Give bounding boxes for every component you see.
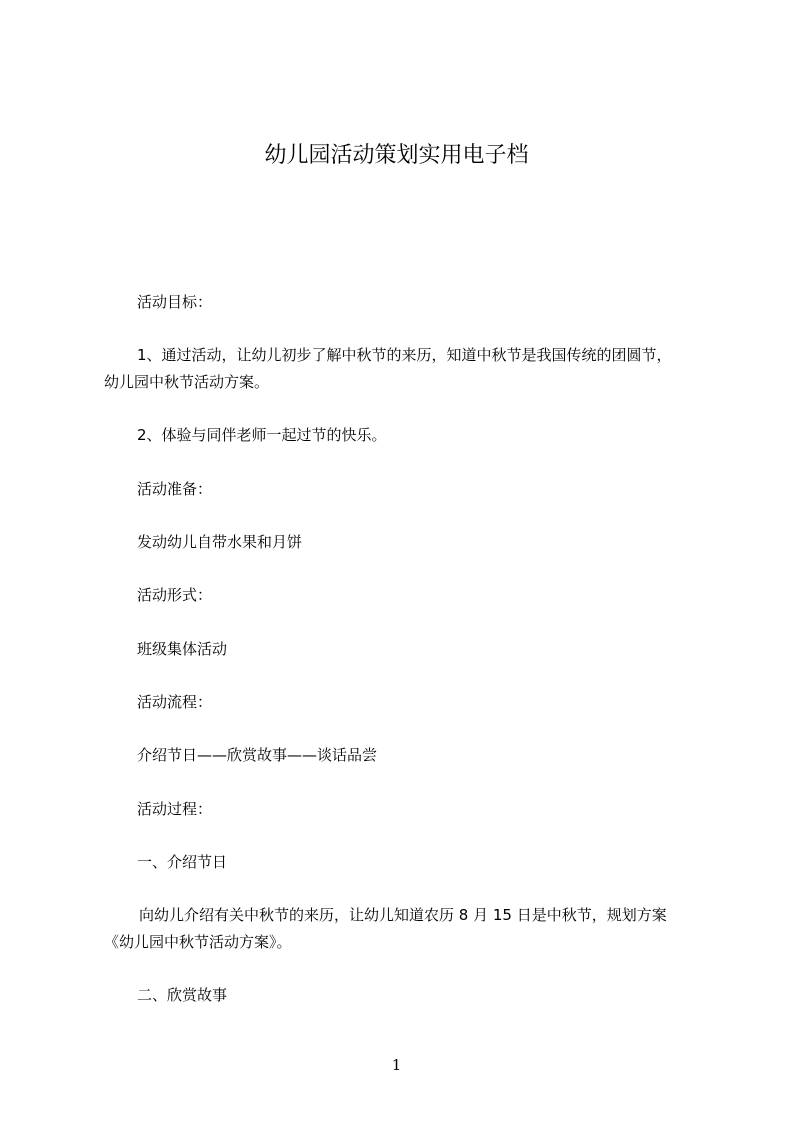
section-1-line-1: 向幼儿介绍有关中秋节的来历，让幼儿知道农历 8 月 15 日是中秋节，规划方案 [139, 906, 667, 924]
document-title: 幼儿园活动策划实用电子档 [264, 143, 529, 168]
heading-process: 活动过程： [137, 800, 213, 818]
preparation-text: 发动幼儿自带水果和月饼 [137, 533, 303, 551]
goal-2: 2、体验与同伴老师一起过节的快乐。 [137, 426, 387, 444]
flow-text: 介绍节日——欣赏故事——谈话品尝 [137, 746, 378, 764]
form-text: 班级集体活动 [137, 640, 228, 658]
section-1-line-2: 《幼儿园中秋节活动方案》。 [104, 933, 292, 951]
heading-goals: 活动目标： [137, 293, 213, 311]
page-number: 1 [391, 1056, 402, 1074]
section-2-heading: 二、欣赏故事 [137, 986, 228, 1004]
heading-flow: 活动流程： [137, 693, 213, 711]
goal-1-line-1: 1、通过活动，让幼儿初步了解中秋节的来历，知道中秋节是我国传统的团圆节， [137, 346, 672, 364]
goal-1-line-2: 幼儿园中秋节活动方案。 [104, 373, 270, 391]
section-1-heading: 一、介绍节日 [137, 853, 228, 871]
heading-form: 活动形式： [137, 586, 213, 604]
heading-preparation: 活动准备： [137, 480, 213, 498]
